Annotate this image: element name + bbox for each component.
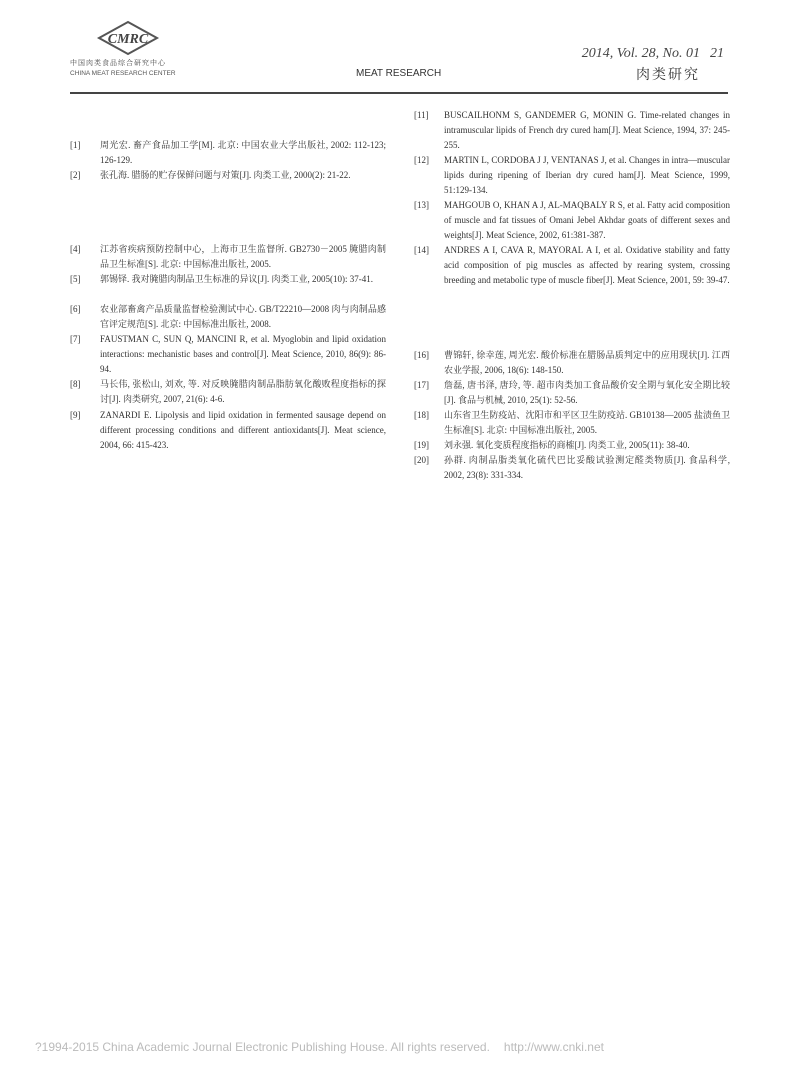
- reference-number: [14]: [414, 245, 429, 255]
- reference-item: [70, 408, 386, 454]
- reference-text: 郭锡铎. 我对腌腊肉制品卫生标准的异议[J]. 肉类工业, 2005(10): 37-41.: [100, 274, 373, 284]
- reference-item: [414, 438, 730, 453]
- cnki-link[interactable]: http://www.cnki.net: [503, 1040, 604, 1054]
- reference-number: [18]: [414, 410, 429, 420]
- reference-number: [16]: [414, 350, 429, 360]
- reference-text: ZANARDI E. Lipolysis and lipid oxidation in fermented sausage depend on different processing conditions and different antioxidants[J]. Meat science, 2004, 66: 415-423.: [100, 410, 386, 451]
- reference-item: [414, 108, 730, 154]
- logo-cn-text: 中国肉类食品综合研究中心: [70, 59, 166, 67]
- reference-item: [70, 332, 386, 378]
- reference-number: [7]: [70, 334, 81, 344]
- reference-text: MAHGOUB O, KHAN A J, AL-MAQBALY R S, et al. Fatty acid composition of muscle and fat tissues of Omani Jebel Akhdar goats of different sexes and weights[J]. Meat Science, 2002, 61:381-387.: [444, 200, 730, 241]
- reference-item: [70, 377, 386, 407]
- reference-number: [2]: [70, 170, 81, 180]
- reference-text: 刘永强. 氧化变质程度指标的商榷[J]. 肉类工业, 2005(11): 38-40.: [444, 440, 690, 450]
- reference-text: ANDRES A I, CAVA R, MAYORAL A I, et al. Oxidative stability and fatty acid composition of pig muscles as affected by rearing system, crossing breeding and metabolic type of muscle fiber[J]. Meat Science, 2001, 59: 39-47.: [444, 245, 730, 286]
- journal-info: [582, 46, 724, 62]
- reference-text: 张孔海. 腊肠的贮存保鲜问题与对策[J]. 肉类工业, 2000(2): 21-22.: [100, 170, 351, 180]
- reference-number: [12]: [414, 155, 429, 165]
- reference-item: [414, 453, 730, 483]
- reference-number: [8]: [70, 379, 81, 389]
- reference-item: [414, 378, 730, 408]
- journal-volume-issue: 2014, Vol. 28, No. 01: [581, 46, 700, 61]
- reference-item: [414, 348, 730, 378]
- reference-item: [70, 168, 386, 183]
- reference-text: MARTIN L, CORDOBA J J, VENTANAS J, et al. Changes in intra—muscular lipids during ripening of Iberian dry cured ham[J]. Meat Science, 1999, 51:129-134.: [444, 155, 730, 196]
- reference-text: 孙群. 肉制品脂类氧化硫代巴比妥酸试验测定醛类物质[J]. 食品科学, 2002, 23(8): 331-334.: [444, 455, 730, 481]
- reference-number: [1]: [70, 140, 81, 150]
- reference-text: 江苏省疾病预防控制中心，上海市卫生监督所. GB2730－2005 腌腊肉制品卫生标准[S]. 北京: 中国标准出版社, 2005.: [100, 244, 386, 270]
- cmrc-logo-icon: [95, 20, 161, 56]
- logo-en-text: CHINA MEAT RESEARCH CENTER: [70, 70, 176, 77]
- reference-number: [5]: [70, 274, 81, 284]
- reference-text: 山东省卫生防疫站、沈阳市和平区卫生防疫站. GB10138—2005 盐渍鱼卫生标准[S]. 北京: 中国标准出版社, 2005.: [444, 410, 730, 436]
- reference-item: [414, 153, 730, 199]
- journal-name-cn: 肉类研究: [636, 67, 700, 83]
- reference-number: [9]: [70, 410, 81, 420]
- reference-text: 周光宏. 畜产食品加工学[M]. 北京: 中国农业大学出版社, 2002: 112-123; 126-129.: [100, 140, 386, 166]
- header-rule: [70, 92, 728, 94]
- copyright-footer: [35, 1040, 604, 1054]
- logo-mark-text: CMRC: [107, 32, 149, 47]
- journal-name: MEAT RESEARCH: [356, 68, 442, 79]
- reference-text: 马长伟, 张松山, 刘欢, 等. 对反映腌腊肉制品脂肪氧化酸败程度指标的探讨[J]. 肉类研究, 2007, 21(6): 4-6.: [100, 379, 386, 405]
- page-number: 21: [710, 46, 724, 61]
- reference-number: [19]: [414, 440, 429, 450]
- reference-text: BUSCAILHONM S, GANDEMER G, MONIN G. Time-related changes in intramuscular lipids of French dry cured ham[J]. Meat Science, 1994, 37: 245-255.: [444, 110, 730, 151]
- reference-item: [414, 243, 730, 289]
- reference-text: 曹锦轩, 徐幸莲, 周光宏. 酸价标准在腊肠品质判定中的应用现状[J]. 江西农业学报, 2006, 18(6): 148-150.: [444, 350, 730, 376]
- reference-text: 詹磊, 唐书泽, 唐玲, 等. 超市肉类加工食品酸价安全期与氧化安全期比较[J]. 食品与机械, 2010, 25(1): 52-56.: [444, 380, 730, 406]
- reference-text: FAUSTMAN C, SUN Q, MANCINI R, et al. Myoglobin and lipid oxidation interactions: mechanistic bases and control[J]. Meat Science, 2010, 86(9): 86-94.: [100, 334, 386, 375]
- reference-item: [70, 138, 386, 168]
- reference-number: [13]: [414, 200, 429, 210]
- copyright-text: ?1994-2015 China Academic Journal Electronic Publishing House. All rights reserved.: [35, 1040, 490, 1054]
- reference-item: [70, 242, 386, 272]
- reference-item: [414, 198, 730, 244]
- journal-logo: [70, 20, 200, 82]
- reference-number: [4]: [70, 244, 81, 254]
- reference-number: [17]: [414, 380, 429, 390]
- reference-number: [6]: [70, 304, 81, 314]
- reference-item: [414, 408, 730, 438]
- reference-text: 农业部畜禽产品质量监督检验测试中心. GB/T22210—2008 肉与肉制品感官评定规范[S]. 北京: 中国标准出版社, 2008.: [100, 304, 386, 330]
- reference-item: [70, 302, 386, 332]
- reference-number: [20]: [414, 455, 429, 465]
- reference-item: [70, 272, 386, 287]
- reference-number: [11]: [414, 110, 429, 120]
